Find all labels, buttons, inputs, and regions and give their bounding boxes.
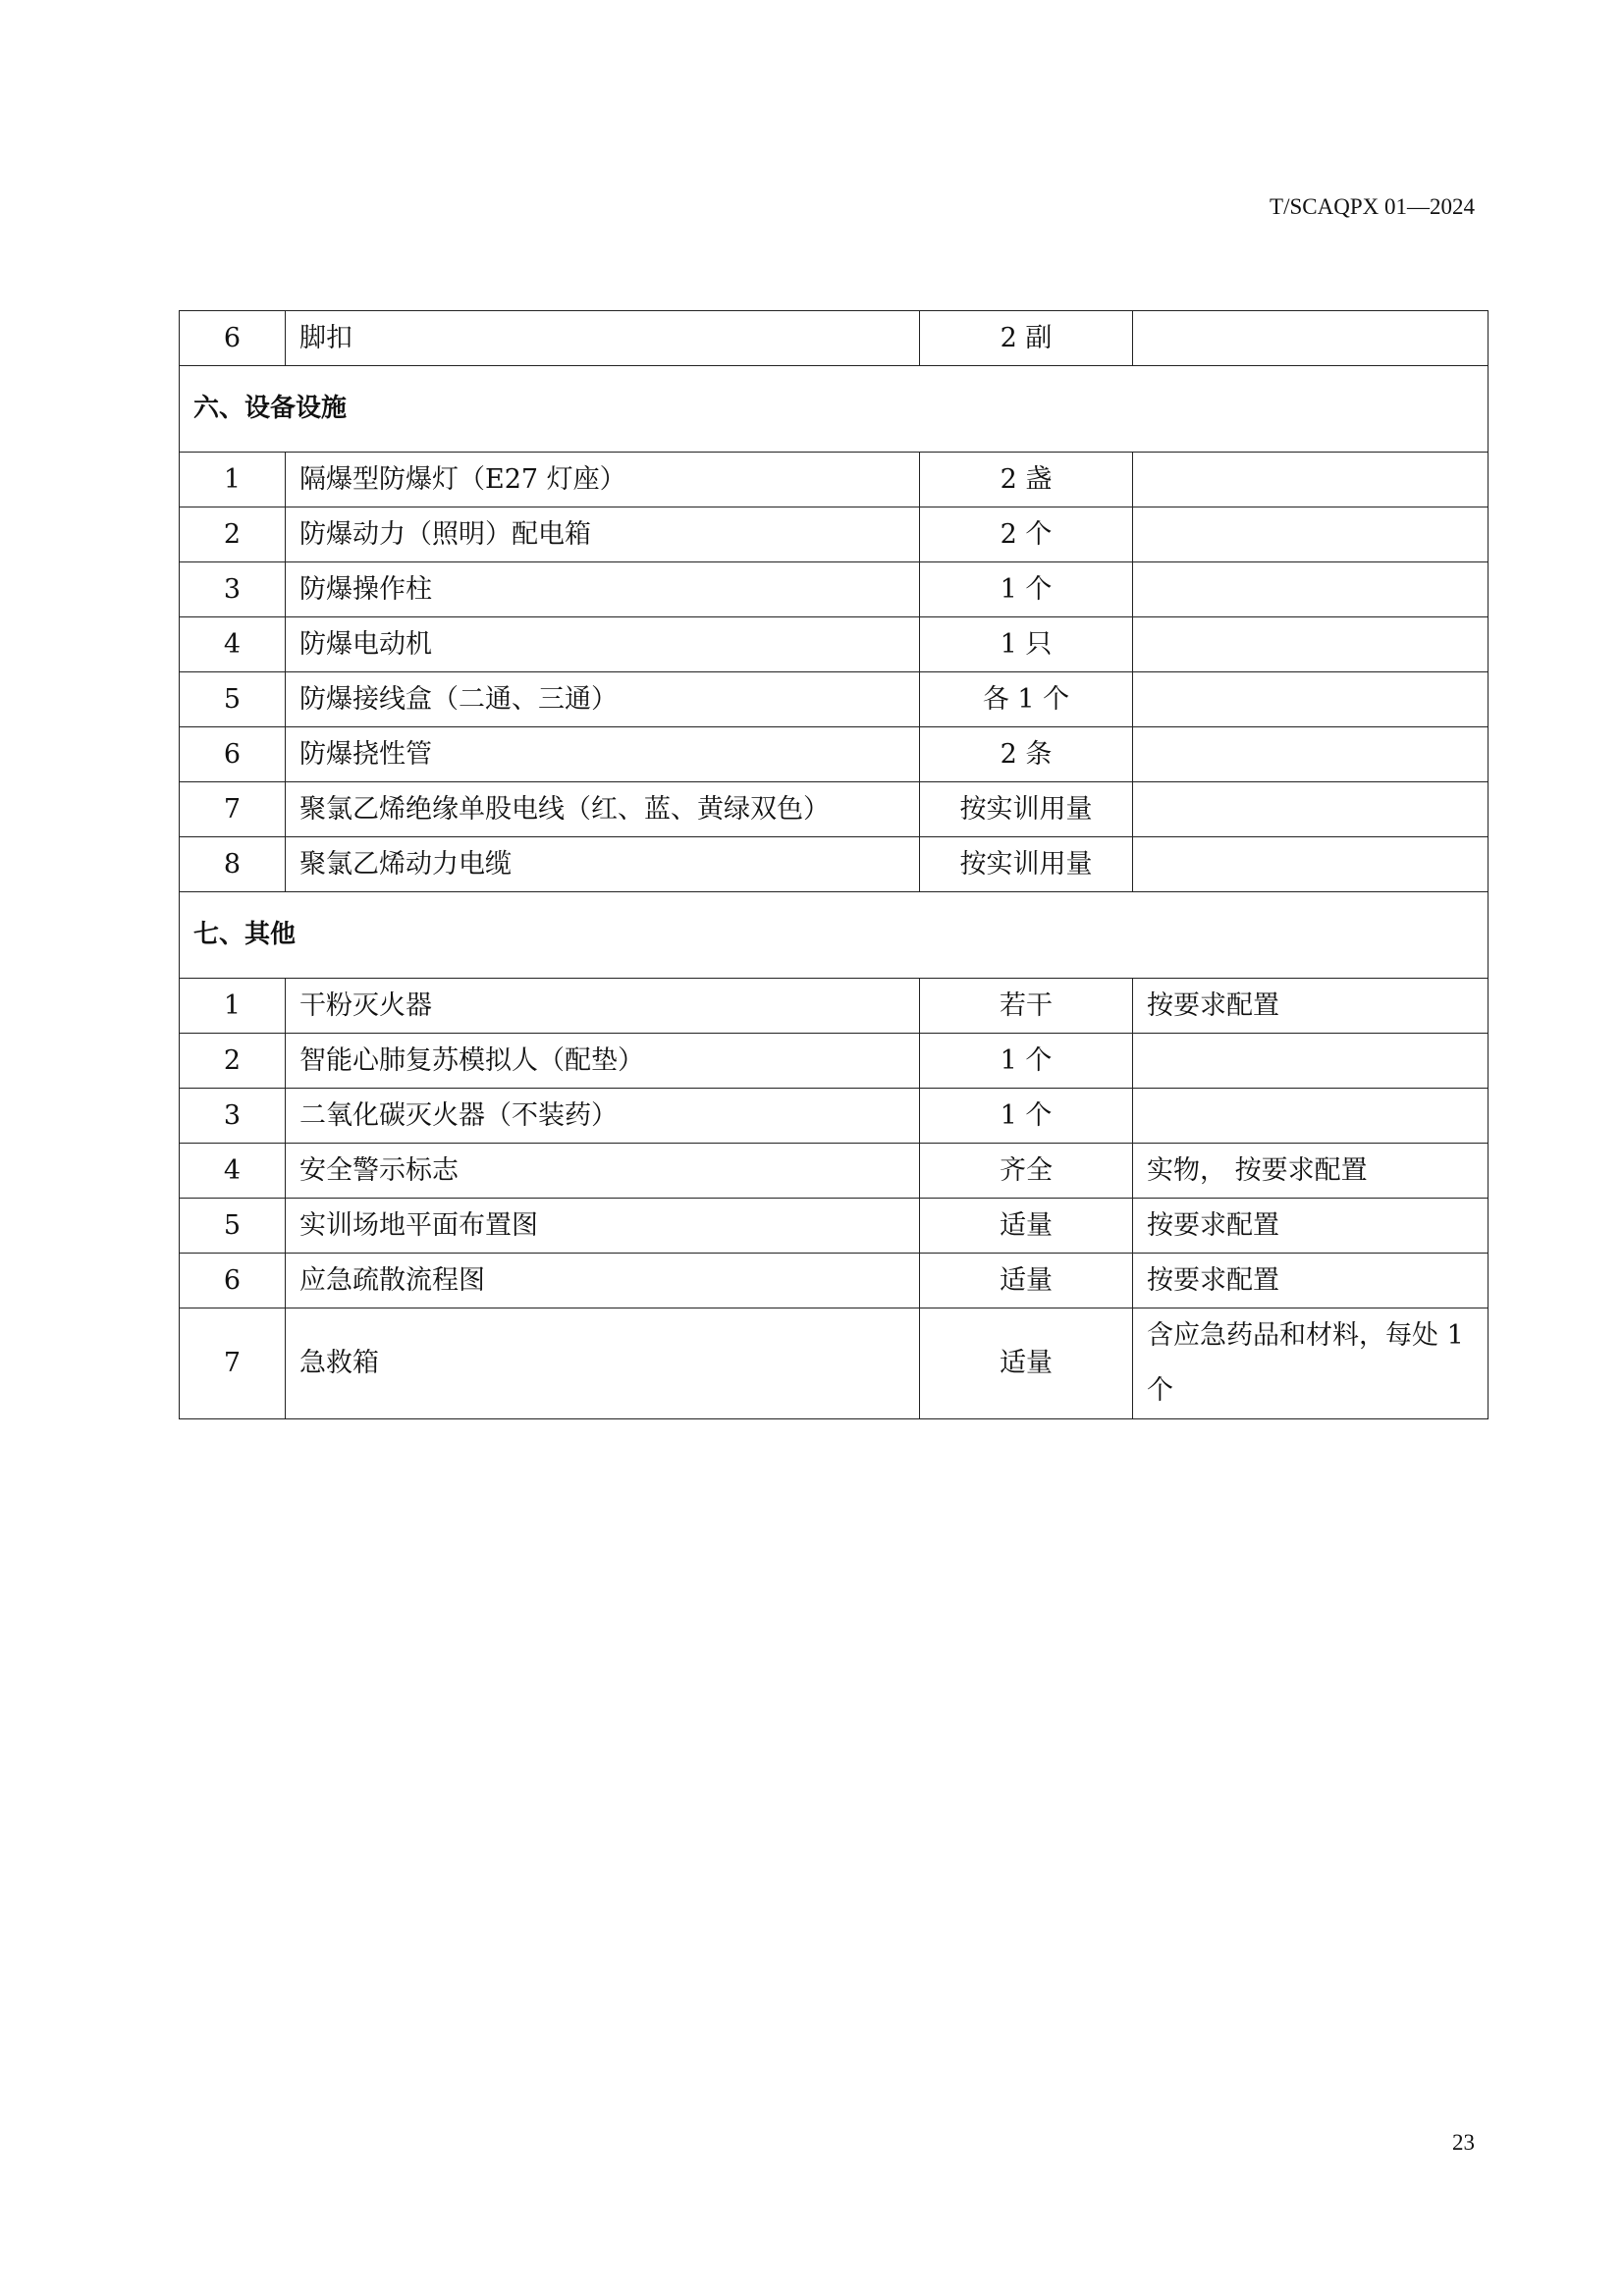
item-number: 2 [180, 507, 286, 562]
item-name: 急救箱 [286, 1308, 920, 1419]
item-note: 按要求配置 [1133, 1199, 1489, 1254]
table-row [180, 727, 1489, 782]
item-name: 安全警示标志 [286, 1144, 920, 1199]
item-quantity: 1 个 [920, 562, 1133, 617]
item-name: 防爆挠性管 [286, 727, 920, 782]
item-note [1133, 672, 1489, 727]
section-title: 七、其他 [180, 892, 1489, 979]
table-row [180, 1199, 1489, 1254]
table-row [180, 311, 1489, 366]
item-quantity: 1 个 [920, 1034, 1133, 1089]
table-row [180, 453, 1489, 507]
item-number: 1 [180, 979, 286, 1034]
table-row [180, 617, 1489, 672]
item-quantity: 2 副 [920, 311, 1133, 366]
table-row [180, 562, 1489, 617]
item-quantity: 2 盏 [920, 453, 1133, 507]
item-note [1133, 782, 1489, 837]
item-number: 6 [180, 311, 286, 366]
equipment-table [179, 310, 1489, 1419]
item-name: 应急疏散流程图 [286, 1254, 920, 1308]
item-number: 4 [180, 1144, 286, 1199]
item-number: 6 [180, 1254, 286, 1308]
table-row [180, 1089, 1489, 1144]
item-number: 6 [180, 727, 286, 782]
item-quantity: 按实训用量 [920, 837, 1133, 892]
item-quantity: 适量 [920, 1199, 1133, 1254]
item-name: 防爆接线盒（二通、三通） [286, 672, 920, 727]
item-quantity: 1 只 [920, 617, 1133, 672]
table-row [180, 672, 1489, 727]
item-name: 聚氯乙烯动力电缆 [286, 837, 920, 892]
item-note [1133, 837, 1489, 892]
item-note [1133, 453, 1489, 507]
table-row [180, 507, 1489, 562]
item-quantity: 1 个 [920, 1089, 1133, 1144]
table-row [180, 1254, 1489, 1308]
item-name: 智能心肺复苏模拟人（配垫） [286, 1034, 920, 1089]
item-number: 3 [180, 1089, 286, 1144]
item-name: 防爆操作柱 [286, 562, 920, 617]
item-quantity: 2 个 [920, 507, 1133, 562]
item-quantity: 各 1 个 [920, 672, 1133, 727]
item-quantity: 若干 [920, 979, 1133, 1034]
item-name: 二氧化碳灭火器（不装药） [286, 1089, 920, 1144]
table-row [180, 979, 1489, 1034]
item-note: 按要求配置 [1133, 979, 1489, 1034]
item-name: 隔爆型防爆灯（E27 灯座） [286, 453, 920, 507]
item-quantity: 适量 [920, 1308, 1133, 1419]
item-name: 聚氯乙烯绝缘单股电线（红、蓝、黄绿双色） [286, 782, 920, 837]
item-name: 防爆电动机 [286, 617, 920, 672]
item-name: 干粉灭火器 [286, 979, 920, 1034]
item-number: 8 [180, 837, 286, 892]
item-number: 4 [180, 617, 286, 672]
item-quantity: 2 条 [920, 727, 1133, 782]
item-note [1133, 562, 1489, 617]
section-title: 六、设备设施 [180, 366, 1489, 453]
section-header-row [180, 892, 1489, 979]
section-header-row [180, 366, 1489, 453]
table-row [180, 837, 1489, 892]
item-number: 7 [180, 1308, 286, 1419]
item-quantity: 齐全 [920, 1144, 1133, 1199]
item-note: 实物， 按要求配置 [1133, 1144, 1489, 1199]
item-name: 脚扣 [286, 311, 920, 366]
item-name: 防爆动力（照明）配电箱 [286, 507, 920, 562]
item-number: 1 [180, 453, 286, 507]
table-row [180, 1144, 1489, 1199]
item-note [1133, 1089, 1489, 1144]
item-quantity: 按实训用量 [920, 782, 1133, 837]
table-row [180, 782, 1489, 837]
item-note [1133, 1034, 1489, 1089]
item-note [1133, 727, 1489, 782]
item-note: 含应急药品和材料，每处 1 个 [1133, 1308, 1489, 1419]
item-quantity: 适量 [920, 1254, 1133, 1308]
item-number: 2 [180, 1034, 286, 1089]
item-note [1133, 507, 1489, 562]
item-note: 按要求配置 [1133, 1254, 1489, 1308]
item-number: 3 [180, 562, 286, 617]
table-row [180, 1034, 1489, 1089]
item-number: 5 [180, 672, 286, 727]
equipment-table-body [180, 311, 1489, 1419]
item-number: 7 [180, 782, 286, 837]
page-number: 23 [1452, 2130, 1475, 2155]
item-note [1133, 617, 1489, 672]
document-code: T/SCAQPX 01—2024 [1270, 194, 1475, 219]
table-row [180, 1308, 1489, 1419]
item-name: 实训场地平面布置图 [286, 1199, 920, 1254]
item-note [1133, 311, 1489, 366]
item-number: 5 [180, 1199, 286, 1254]
